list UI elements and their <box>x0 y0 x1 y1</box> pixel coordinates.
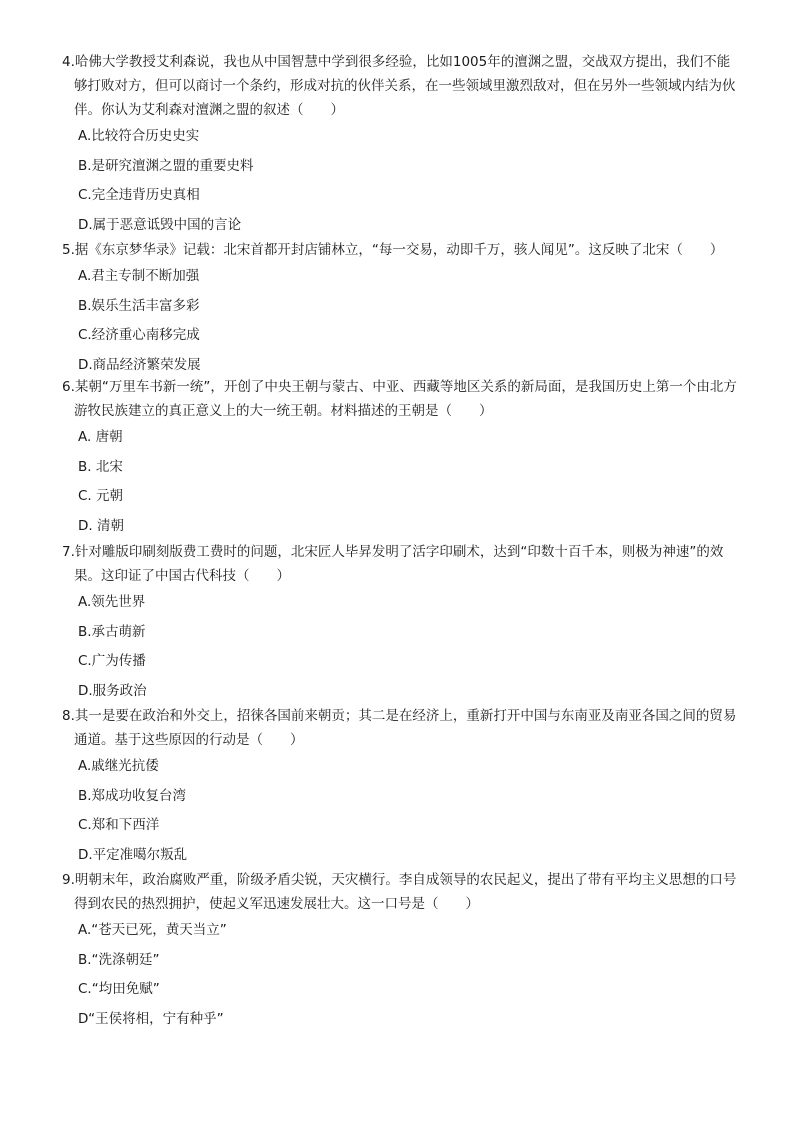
option-c: C.郑和下西洋 <box>78 817 160 833</box>
question-stem: 5.据《东京梦华录》记载：北宋首都开封店铺林立，“每一交易，动即千万，骇人闻见”。这反映了北宋（ ） <box>62 242 724 258</box>
option-b: B. 北宋 <box>78 458 123 475</box>
option-a: A. 唐朝 <box>78 429 123 445</box>
option-a: A.“苍天已死，黄天当立” <box>78 922 227 938</box>
option-a: A.比较符合历史史实 <box>78 128 200 144</box>
option-list <box>62 752 742 870</box>
option-c: C.广为传播 <box>78 653 146 669</box>
question-6 <box>62 375 742 541</box>
option-d: D.属于恶意诋毁中国的言论 <box>78 216 242 233</box>
option-b: B.是研究澶渊之盟的重要史料 <box>78 157 254 174</box>
option-a: A.领先世界 <box>78 594 146 610</box>
option-c: C.完全违背历史真相 <box>78 187 200 203</box>
option-list <box>62 122 742 240</box>
option-list <box>62 423 742 541</box>
option-b: B.娱乐生活丰富多彩 <box>78 297 200 314</box>
question-stem: 6.某朝“万里车书新一统”，开创了中央王朝与蒙古、中亚、西藏等地区关系的新局面，是我国历史上第一个由北方游牧民族建立的真正意义上的大一统王朝。材料描述的王朝是（ ） <box>62 379 737 419</box>
option-c: C.经济重心南移完成 <box>78 327 200 343</box>
option-list <box>62 588 742 706</box>
option-b: B.“洗涤朝廷” <box>78 951 160 968</box>
option-d: D.商品经济繁荣发展 <box>78 356 201 373</box>
question-5 <box>62 238 742 380</box>
option-d: D.平定准噶尔叛乱 <box>78 846 188 863</box>
option-list <box>62 262 742 380</box>
option-d: D“王侯将相，宁有种乎” <box>78 1010 224 1027</box>
option-a: A.君主专制不断加强 <box>78 268 200 284</box>
question-stem: 7.针对雕版印刷刻版费工费时的问题，北宋匠人毕昇发明了活字印刷术，达到“印数十百千本，则极为神速”的效果。这印证了中国古代科技（ ） <box>62 544 724 584</box>
option-b: B.承古萌新 <box>78 623 146 640</box>
question-4 <box>62 50 742 240</box>
option-b: B.郑成功收复台湾 <box>78 787 187 804</box>
question-stem: 4.哈佛大学教授艾利森说，我也从中国智慧中学到很多经验，比如1005年的澶渊之盟，交战双方提出，我们不能够打败对方，但可以商讨一个条约，形成对抗的伙伴关系，在一些领域里激烈敌对，但在另外一些领域内结为伙伴。你认为艾利森对澶渊之盟的叙述（ ） <box>62 54 736 118</box>
question-8 <box>62 704 742 870</box>
question-stem: 9.明朝末年，政治腐败严重，阶级矛盾尖锐，天灾横行。李自成领导的农民起义，提出了带有平均主义思想的口号得到农民的热烈拥护，使起义军迅速发展壮大。这一口号是（ ） <box>62 872 737 912</box>
option-c: C. 元朝 <box>78 488 124 504</box>
option-list <box>62 916 742 1034</box>
option-a: A.戚继光抗倭 <box>78 758 159 774</box>
question-9 <box>62 868 742 1034</box>
question-7 <box>62 540 742 706</box>
option-d: D.服务政治 <box>78 682 147 699</box>
option-d: D. 清朝 <box>78 517 124 534</box>
question-stem: 8.其一是要在政治和外交上，招徕各国前来朝贡；其二是在经济上，重新打开中国与东南亚及南亚各国之间的贸易通道。基于这些原因的行动是（ ） <box>62 708 737 748</box>
option-c: C.“均田免赋” <box>78 981 160 997</box>
